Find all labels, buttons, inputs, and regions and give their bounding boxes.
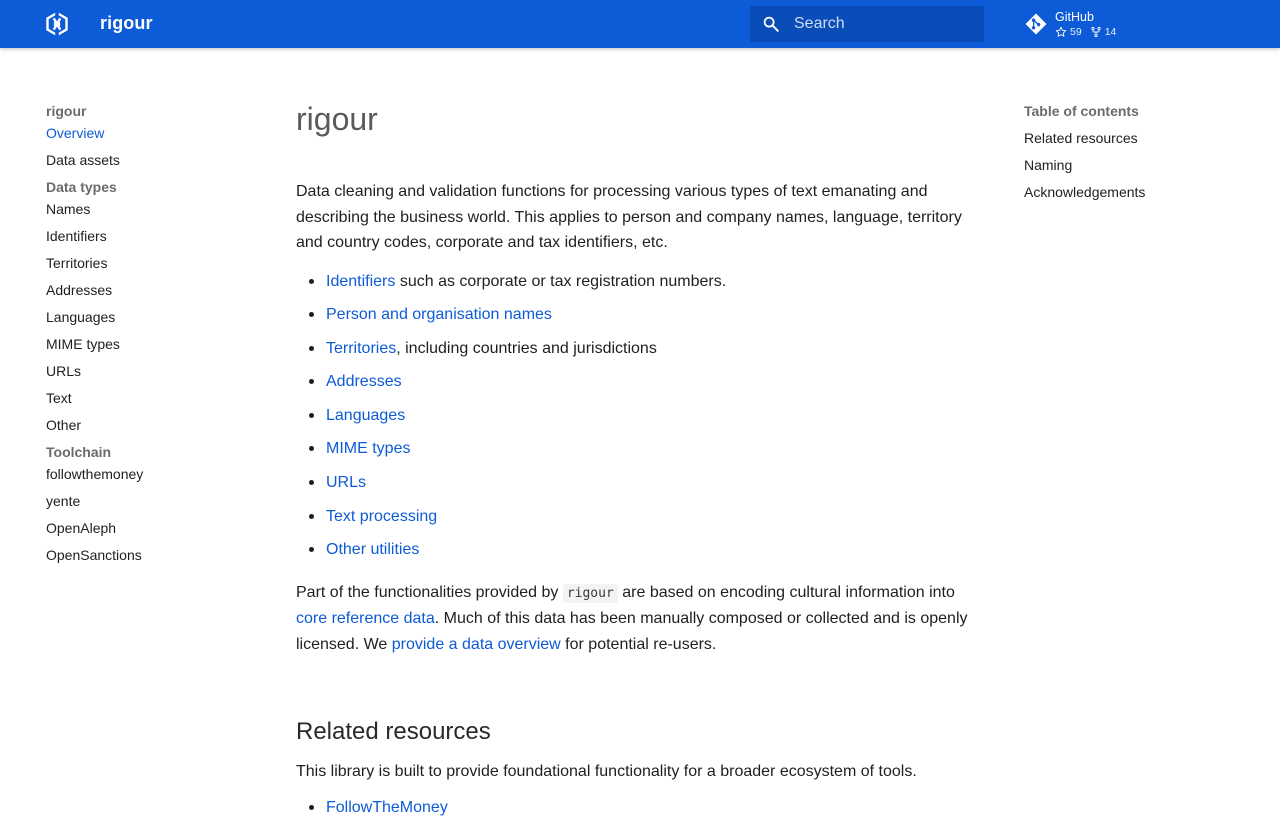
nav-item-followthemoney[interactable]: followthemoney: [46, 466, 144, 482]
nav-item-openaleph[interactable]: OpenAleph: [46, 520, 117, 536]
languages-link[interactable]: Languages: [326, 406, 406, 424]
nav-item-yente[interactable]: yente: [46, 493, 81, 509]
identifiers-link[interactable]: Identifiers: [326, 272, 396, 290]
list-item: [296, 338, 976, 372]
toc-item-naming[interactable]: Naming: [1024, 157, 1073, 173]
toc-heading: Table of contents: [1024, 103, 1139, 119]
urls-link[interactable]: URLs: [326, 474, 367, 492]
other-utilities-link[interactable]: Other utilities: [326, 541, 420, 559]
nav-heading-data-types: Data types: [46, 179, 117, 195]
stars-fact: [1055, 26, 1082, 38]
forks-count: 14: [1104, 26, 1117, 38]
paragraph-text: Part of the functionalities provided by: [296, 583, 563, 601]
inline-code: rigour: [563, 584, 618, 603]
nav-heading-toolchain: Toolchain: [46, 444, 112, 460]
toc-item-related-resources[interactable]: Related resources: [1024, 130, 1138, 146]
nav-group-data-types: [46, 176, 246, 441]
nav-item-addresses[interactable]: Addresses: [46, 282, 113, 298]
addresses-link[interactable]: Addresses: [326, 373, 402, 391]
nav-item-mime-types[interactable]: MIME types: [46, 336, 120, 352]
nav-item-names[interactable]: Names: [46, 201, 91, 217]
data-overview-link[interactable]: provide a data overview: [391, 635, 561, 653]
nav-item-urls[interactable]: URLs: [46, 363, 82, 379]
nav-item-territories[interactable]: Territories: [46, 255, 108, 271]
sidebar-nav: [46, 100, 246, 571]
git-icon: [1024, 12, 1048, 36]
fork-icon: [1090, 26, 1102, 38]
nav-group-top: [46, 100, 246, 176]
main-content: [296, 96, 976, 817]
repo-link[interactable]: [1024, 8, 1184, 42]
list-item-text: , including countries and jurisdictions: [396, 339, 657, 357]
nav-item-data-assets[interactable]: Data assets: [46, 152, 120, 168]
star-icon: [1055, 26, 1067, 38]
territories-link[interactable]: Territories: [326, 339, 397, 357]
followthemoney-link[interactable]: FollowTheMoney: [326, 798, 448, 816]
list-item: [296, 506, 976, 540]
search-icon: [762, 15, 780, 33]
list-item: [296, 472, 976, 506]
paragraph-text: . Much of this data has been manually composed or collected and is openly licensed. We: [296, 610, 968, 653]
search-box[interactable]: [750, 6, 984, 42]
list-item: [296, 438, 976, 472]
list-item: [296, 371, 976, 405]
nav-item-identifiers[interactable]: Identifiers: [46, 228, 107, 244]
core-reference-data-link[interactable]: core reference data: [296, 610, 435, 628]
toc-item-acknowledgements[interactable]: Acknowledgements: [1024, 184, 1146, 200]
top-header: [0, 0, 1280, 48]
text-processing-link[interactable]: Text processing: [326, 507, 438, 525]
list-item-text: such as corporate or tax registration numbers.: [395, 272, 727, 290]
nav-item-opensanctions[interactable]: OpenSanctions: [46, 547, 142, 563]
nav-item-text[interactable]: Text: [46, 390, 72, 406]
page-title: rigour: [296, 101, 378, 137]
nav-item-overview[interactable]: Overview: [46, 125, 105, 141]
list-item: [296, 405, 976, 439]
nav-item-languages[interactable]: Languages: [46, 309, 116, 325]
nav-item-other[interactable]: Other: [46, 417, 82, 433]
related-resources-heading: Related resources: [296, 718, 491, 746]
functionalities-paragraph: [296, 580, 976, 658]
nav-group-toolchain: [46, 441, 246, 571]
logo-icon[interactable]: [44, 11, 70, 37]
repo-facts: [1055, 26, 1124, 38]
paragraph-text: are based on encoding cultural information into: [617, 583, 955, 601]
list-item: [296, 271, 976, 305]
list-item: [296, 539, 976, 573]
nav-heading-rigour: rigour: [46, 103, 87, 119]
repo-name: GitHub: [1055, 10, 1094, 24]
names-link[interactable]: Person and organisation names: [326, 306, 552, 324]
intro-paragraph: Data cleaning and validation functions for processing various types of text emanating and describing the business world. This applies to person and company names, language, territory and country codes, corporate and tax identifiers, etc.: [296, 183, 962, 251]
forks-fact: [1090, 26, 1117, 38]
stars-count: 59: [1070, 26, 1082, 38]
search-input[interactable]: [794, 6, 974, 42]
feature-list: [296, 271, 976, 573]
site-title[interactable]: rigour: [100, 13, 153, 33]
mime-types-link[interactable]: MIME types: [326, 440, 411, 458]
table-of-contents: [1024, 100, 1244, 203]
list-item: [296, 797, 976, 817]
paragraph-text: for potential re-users.: [560, 635, 717, 653]
related-resources-paragraph: This library is built to provide foundational functionality for a broader ecosystem of tools.: [296, 763, 917, 781]
list-item: [296, 304, 976, 338]
